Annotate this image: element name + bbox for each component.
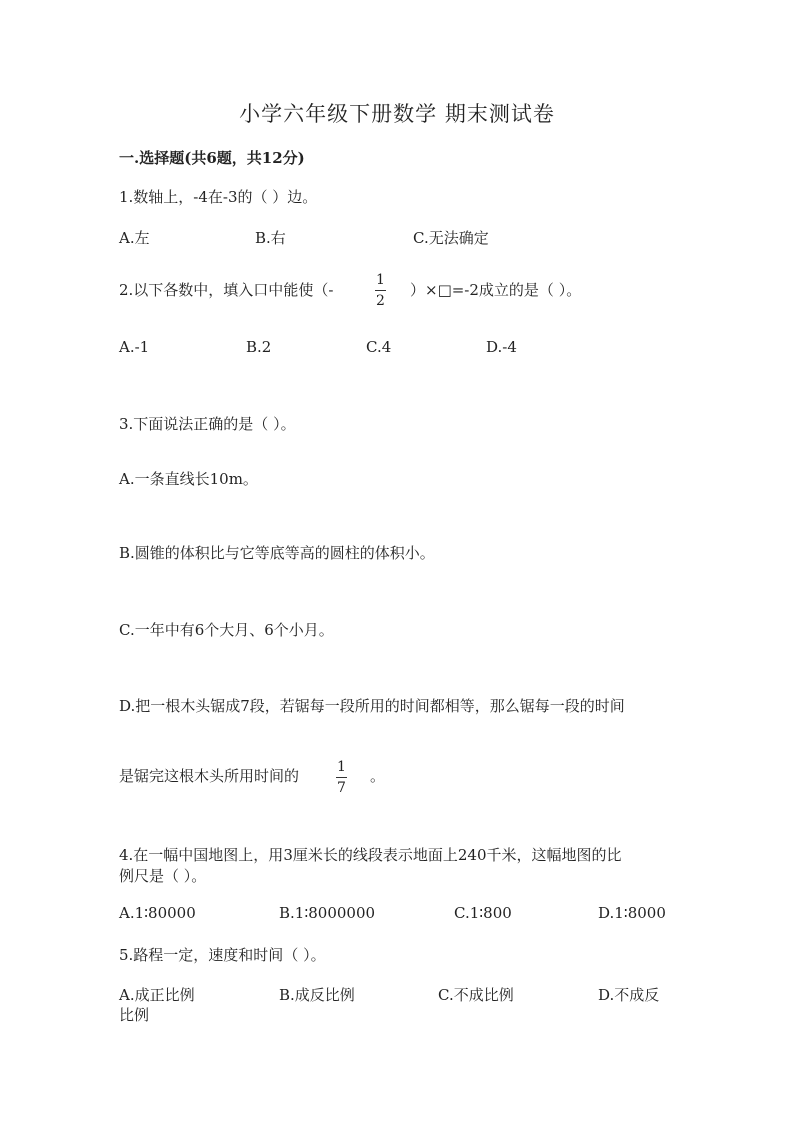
fraction-numerator: 1 bbox=[337, 759, 346, 775]
question-4-stem-line1: 4.在一幅中国地图上，用3厘米长的线段表示地面上240千米，这幅地图的比 bbox=[119, 846, 622, 864]
question-2-option-b: B.2 bbox=[246, 338, 272, 356]
question-3-option-d-continued: 是锯完这根木头所用时间的 bbox=[119, 767, 300, 785]
question-2-fraction bbox=[375, 272, 386, 309]
section-heading: 一.选择题(共6题，共12分) bbox=[119, 149, 305, 167]
question-5-option-c: C.不成比例 bbox=[438, 986, 514, 1004]
question-4-stem-line2: 例尺是（ ）。 bbox=[119, 867, 207, 885]
question-2-option-c: C.4 bbox=[366, 338, 392, 356]
question-1-option-b: B.右 bbox=[255, 229, 286, 247]
question-2-stem-before: 2.以下各数中，填入口中能使（- bbox=[119, 281, 334, 299]
question-4-option-a: A.1∶80000 bbox=[119, 904, 196, 922]
question-1-stem: 1.数轴上，-4在-3的（ ）边。 bbox=[119, 188, 318, 206]
question-1-option-c: C.无法确定 bbox=[413, 229, 489, 247]
question-4-option-c: C.1∶800 bbox=[454, 904, 512, 922]
question-3-stem: 3.下面说法正确的是（ ）。 bbox=[119, 415, 296, 433]
fraction-denominator: 2 bbox=[376, 293, 385, 309]
question-5-stem: 5.路程一定，速度和时间（ ）。 bbox=[119, 946, 326, 964]
question-3-option-d-end: 。 bbox=[370, 767, 386, 785]
question-1-option-a: A.左 bbox=[119, 229, 150, 247]
fraction-denominator: 7 bbox=[337, 780, 346, 796]
question-5-option-a: A.成正比例 bbox=[119, 986, 195, 1004]
question-4-option-b: B.1∶8000000 bbox=[279, 904, 376, 922]
fraction-bar bbox=[336, 777, 347, 778]
question-2-stem-after: ）×□=-2成立的是（ ）。 bbox=[410, 281, 582, 299]
question-3-fraction bbox=[336, 759, 347, 796]
question-5-option-b: B.成反比例 bbox=[279, 986, 355, 1004]
question-3-option-a: A.一条直线长10m。 bbox=[119, 470, 258, 488]
page-title: 小学六年级下册数学 期末测试卷 bbox=[239, 102, 555, 126]
question-3-option-b: B.圆锥的体积比与它等底等高的圆柱的体积小。 bbox=[119, 544, 435, 562]
fraction-bar bbox=[375, 290, 386, 291]
fraction-numerator: 1 bbox=[376, 272, 385, 288]
question-3-option-c: C.一年中有6个大月、6个小月。 bbox=[119, 621, 334, 639]
question-3-option-d: D.把一根木头锯成7段，若锯每一段所用的时间都相等，那么锯每一段的时间 bbox=[119, 697, 625, 715]
question-2-option-a: A.-1 bbox=[119, 338, 150, 356]
question-5-option-d: D.不成反 bbox=[598, 986, 660, 1004]
question-5-option-d-continued: 比例 bbox=[119, 1006, 150, 1024]
question-2-option-d: D.-4 bbox=[486, 338, 517, 356]
question-4-option-d: D.1∶8000 bbox=[598, 904, 666, 922]
